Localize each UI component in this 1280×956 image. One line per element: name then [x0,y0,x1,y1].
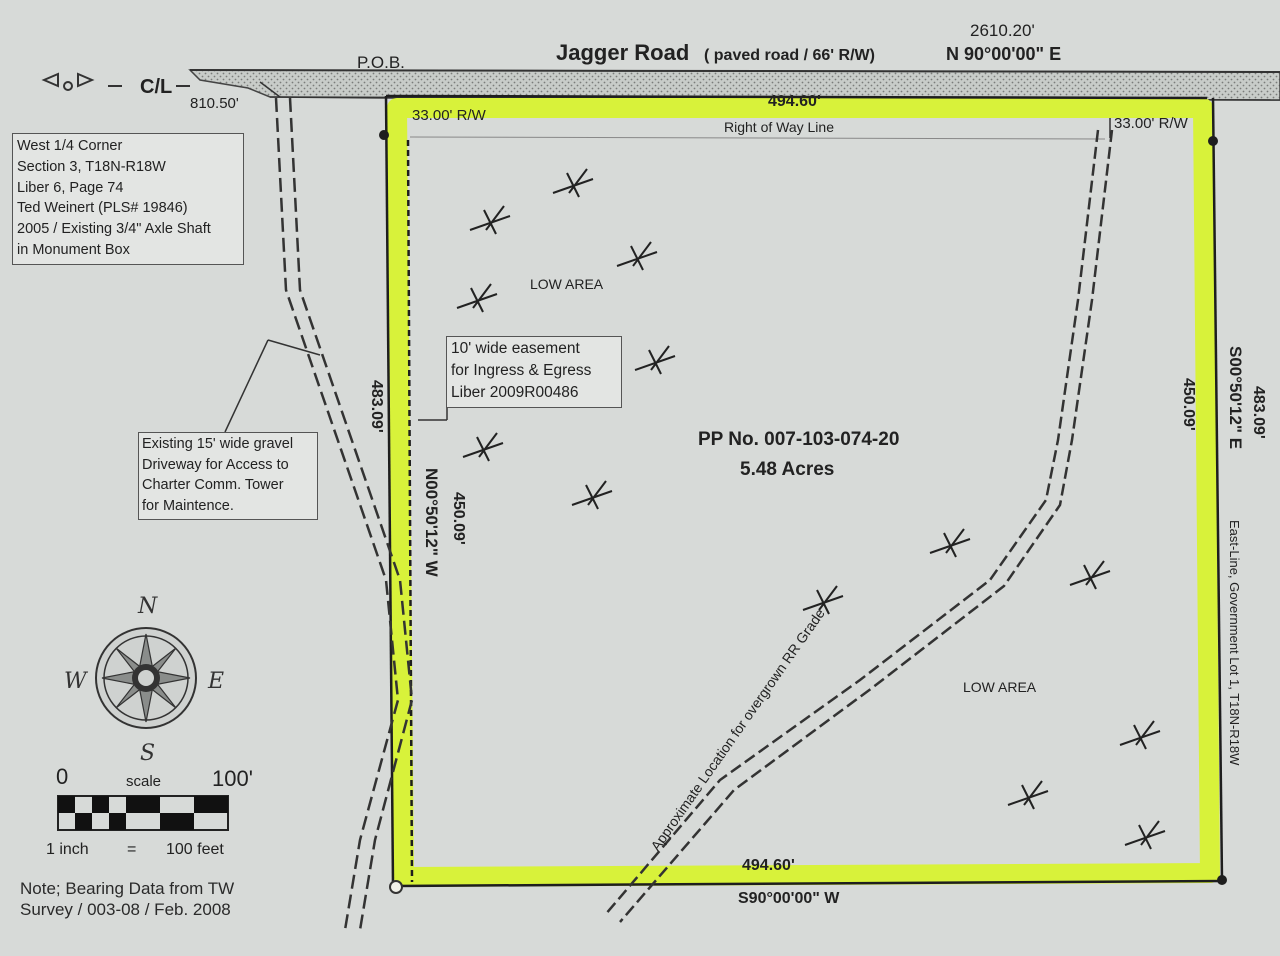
scale-inch: 1 inch [46,841,89,858]
parcel-id: PP No. 007-103-074-20 [698,429,900,450]
left-bearing: N00°50'12" W [422,468,441,577]
marsh-symbols [457,169,1165,849]
left-inner-dimension: 450.09' [450,492,467,545]
rr-grade-label: Approximate Location for overgrown RR Grade [647,605,828,854]
scale-eq: = [127,841,137,858]
driveway-leader-2 [225,340,268,432]
easement-line: Liber 2009R00486 [451,384,579,401]
scale-feet: 100 feet [166,841,224,858]
corner-marker-sw [390,881,402,893]
driveway-leader [268,340,320,355]
scale-bar [58,796,228,830]
corner-marker-se [1217,875,1227,885]
scale-zero: 0 [56,764,69,789]
compass-w: W [64,669,87,694]
driveway-line: Existing 15' wide gravel [142,436,294,452]
road-bearing: N 90°00'00" E [946,44,1062,64]
driveway-box [138,432,318,520]
rw-line-label: Right of Way Line [724,119,834,135]
road-desc: ( paved road / 66' R/W) [704,47,875,64]
driveway-line: Charter Comm. Tower [142,477,284,493]
bottom-dimension: 494.60' [742,857,795,874]
corner-line: Ted Weinert (PLS# 19846) [17,200,188,217]
corner-line: West 1/4 Corner [17,138,123,154]
compass-n: N [138,594,158,619]
parcel-boundary [386,96,1222,886]
easement-box [446,336,622,408]
easement-line: for Ingress & Egress [451,362,592,379]
right-outer-dimension: 483.09' [1250,386,1267,439]
scale-max: 100' [212,766,253,791]
offset-label: 810.50' [190,95,239,112]
corner-info-box [12,133,244,265]
rw-left-label: 33.00' R/W [412,107,486,124]
scale-word: scale [126,773,162,790]
corner-line: 2005 / Existing 3/4" Axle Shaft [17,221,211,238]
east-line-label: East-Line, Government Lot 1, T18N-R18W [1227,520,1242,766]
corner-marker-nw [379,130,389,140]
right-inner-dimension: 450.09' [1180,378,1197,431]
easement-line: 10' wide easement [451,340,580,357]
corner-line: Liber 6, Page 74 [17,179,124,196]
bottom-bearing: S90°00'00" W [738,890,840,907]
jagger-road [190,70,1280,100]
driveway-line: for Maintence. [142,497,234,514]
top-dimension: 494.60' [768,93,821,110]
note-line-2: Survey / 003-08 / Feb. 2008 [20,900,231,919]
left-outer-dimension: 483.09' [368,380,385,433]
rw-right-label: 33.00' R/W [1114,115,1188,132]
bearing-note [20,878,234,920]
parcel-area: 5.48 Acres [740,459,835,480]
driveway-line: Driveway for Access to [142,456,289,473]
corner-line: in Monument Box [17,241,130,258]
low-area-label-2: LOW AREA [963,679,1037,695]
road-distance: 2610.20' [970,21,1035,40]
right-bearing: S00°50'12" E [1226,346,1245,450]
compass-rose [96,628,196,728]
note-line-1: Note; Bearing Data from TW [20,879,235,898]
centerline-label: C/L [140,76,173,98]
compass-s: S [140,741,156,766]
compass-e: E [208,669,225,694]
corner-line: Section 3, T18N-R18W [17,158,166,175]
pob-label: P.O.B. [357,53,405,72]
low-area-label-1: LOW AREA [530,276,604,292]
corner-marker-ne [1208,136,1218,146]
road-name: Jagger Road [556,40,690,65]
